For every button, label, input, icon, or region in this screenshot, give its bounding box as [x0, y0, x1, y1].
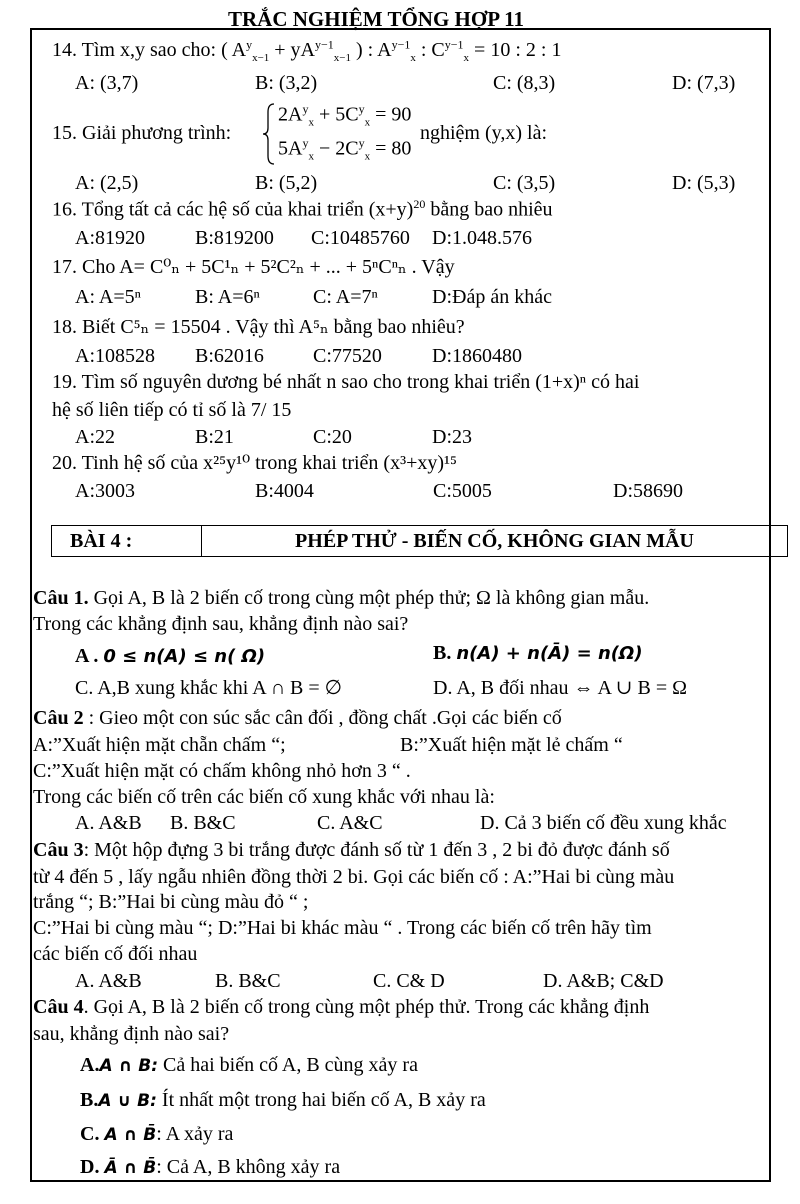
q18-option-d: D:1860480 — [432, 345, 522, 367]
c3-line5: các biến cố đối nhau — [33, 943, 198, 965]
q19-option-b: B:21 — [195, 426, 234, 448]
c3-option-d: D. A&B; C&D — [543, 970, 664, 992]
c2-line2b: B:”Xuất hiện mặt lẻ chấm “ — [400, 734, 623, 756]
q14-option-d: D: (7,3) — [672, 72, 736, 94]
c1-option-b: B. n(A) + n(Ā) = n(Ω) — [433, 642, 643, 664]
c2-line4: Trong các biến cố trên các biến cố xung khắc với nhau là: — [33, 786, 495, 808]
q16-option-c: C:10485760 — [311, 227, 410, 249]
q16-option-b: B:819200 — [195, 227, 274, 249]
q17-text: 17. Cho A= C⁰ₙ + 5C¹ₙ + 5²C²ₙ + ... + 5ⁿCⁿₙ . Vậy — [52, 256, 455, 278]
c3-option-c: C. C& D — [373, 970, 445, 992]
q14-option-a: A: (3,7) — [75, 72, 139, 94]
c1-option-a: A . 0 ≤ n(A) ≤ n( Ω) — [75, 645, 266, 667]
c4-line2: sau, khẳng định nào sai? — [33, 1023, 230, 1045]
q19-option-d: D:23 — [432, 426, 472, 448]
q18-option-b: B:62016 — [195, 345, 264, 367]
q17-option-a: A: A=5ⁿ — [75, 286, 141, 308]
c1-line2: Trong các khẳng định sau, khẳng định nào sai? — [33, 613, 409, 635]
q15-option-c: C: (3,5) — [493, 172, 556, 194]
q20-option-d: D:58690 — [613, 480, 683, 502]
q17-option-c: C: A=7ⁿ — [313, 286, 378, 308]
c2-option-c: C. A&C — [317, 812, 383, 834]
c2-line2a: A:”Xuất hiện mặt chẵn chấm “; — [33, 734, 286, 756]
q20-option-b: B:4004 — [255, 480, 314, 502]
q14-text: 14. Tìm x,y sao cho: ( $A^y_{x-1} + yA^{y-1}_{x-1}$ ) : $A^{y-1}_x$ : $C^{y-1}_x = 10$ : 2 : 1 — [52, 37, 562, 64]
c3-line2: từ 4 đến 5 , lấy ngẫu nhiên đồng thời 2 bi. Gọi các biến cố : A:”Hai bi cùng màu — [33, 866, 675, 888]
q14-option-b: B: (3,2) — [255, 72, 318, 94]
c1-option-c: C. A,B xung khắc khi A ∩ B = ∅ — [75, 677, 343, 699]
c2-option-d: D. Cả 3 biến cố đều xung khắc — [480, 812, 727, 834]
q15-option-a: A: (2,5) — [75, 172, 139, 194]
q18-option-a: A:108528 — [75, 345, 155, 367]
q15-eq2: $5A^y_x - 2C^y_x = 80$ — [278, 136, 412, 163]
q17-option-d: D:Đáp án khác — [432, 286, 552, 308]
c4-line1: Câu 4. Gọi A, B là 2 biến cố trong cùng một phép thử. Trong các khẳng định — [33, 996, 650, 1018]
c4-option-c: C. A ∩ B̄: A xảy ra — [80, 1123, 234, 1145]
section-header — [51, 525, 788, 557]
q16-option-d: D:1.048.576 — [432, 227, 532, 249]
c2-line1: Câu 2 : Gieo một con súc sắc cân đối , đồng chất .Gọi các biến cố — [33, 707, 562, 729]
q14-option-c: C: (8,3) — [493, 72, 556, 94]
c3-line3: trắng “; B:”Hai bi cùng màu đỏ “ ; — [33, 891, 309, 913]
c1-line1: Câu 1. Gọi A, B là 2 biến cố trong cùng một phép thử; Ω là không gian mẫu. — [33, 587, 650, 609]
q16-option-a: A:81920 — [75, 227, 145, 249]
section-label: BÀI 4 : — [52, 526, 202, 556]
q20-text: 20. Tinh hệ số của x²⁵y¹⁰ trong khai triển (x³+xy)¹⁵ — [52, 452, 457, 474]
page-title: TRẮC NGHIỆM TỔNG HỢP 11 — [228, 7, 524, 31]
q16-text: 16. Tổng tất cả các hệ số của khai triển $(x+y)^{20}$ bằng bao nhiêu — [52, 197, 553, 221]
section-title: PHÉP THỬ - BIẾN CỐ, KHÔNG GIAN MẪU — [295, 529, 694, 552]
c2-option-a: A. A&B — [75, 812, 142, 834]
q19-line2: hệ số liên tiếp có tỉ số là 7/ 15 — [52, 399, 292, 421]
c3-option-b: B. B&C — [215, 970, 281, 992]
c3-option-a: A. A&B — [75, 970, 142, 992]
q19-option-a: A:22 — [75, 426, 115, 448]
q15-eq1: $2A^y_x + 5C^y_x = 90$ — [278, 102, 412, 129]
c2-line3: C:”Xuất hiện mặt có chấm không nhỏ hơn 3 “ . — [33, 760, 411, 782]
q15-text: 15. Giải phương trình: — [52, 122, 232, 144]
q18-option-c: C:77520 — [313, 345, 382, 367]
c3-line4: C:”Hai bi cùng màu “; D:”Hai bi khác màu “ . Trong các biến cố trên hãy tìm — [33, 917, 652, 939]
c4-option-a: A.A ∩ B: Cả hai biến cố A, B cùng xảy ra — [80, 1054, 418, 1076]
q19-option-c: C:20 — [313, 426, 352, 448]
q15-brace — [262, 102, 276, 166]
c2-option-b: B. B&C — [170, 812, 236, 834]
q17-option-b: B: A=6ⁿ — [195, 286, 260, 308]
q20-option-a: A:3003 — [75, 480, 135, 502]
c4-option-b: B.A ∪ B: Ít nhất một trong hai biến cố A, B xảy ra — [80, 1089, 486, 1111]
q15-tail: nghiệm (y,x) là: — [420, 122, 548, 144]
q19-line1: 19. Tìm số nguyên dương bé nhất n sao cho trong khai triển (1+x)ⁿ có hai — [52, 371, 640, 393]
c4-option-d: D. Ā ∩ B̄: Cả A, B không xảy ra — [80, 1156, 341, 1178]
c3-line1: Câu 3: Một hộp đựng 3 bi trắng được đánh số từ 1 đến 3 , 2 bi đỏ được đánh số — [33, 839, 670, 861]
c1-option-d: D. A, B đối nhau ⇔ A ∪ B = Ω — [433, 677, 688, 699]
q20-option-c: C:5005 — [433, 480, 492, 502]
q18-text: 18. Biết C⁵ₙ = 15504 . Vậy thì A⁵ₙ bằng bao nhiêu? — [52, 316, 465, 338]
q15-option-b: B: (5,2) — [255, 172, 318, 194]
q15-option-d: D: (5,3) — [672, 172, 736, 194]
